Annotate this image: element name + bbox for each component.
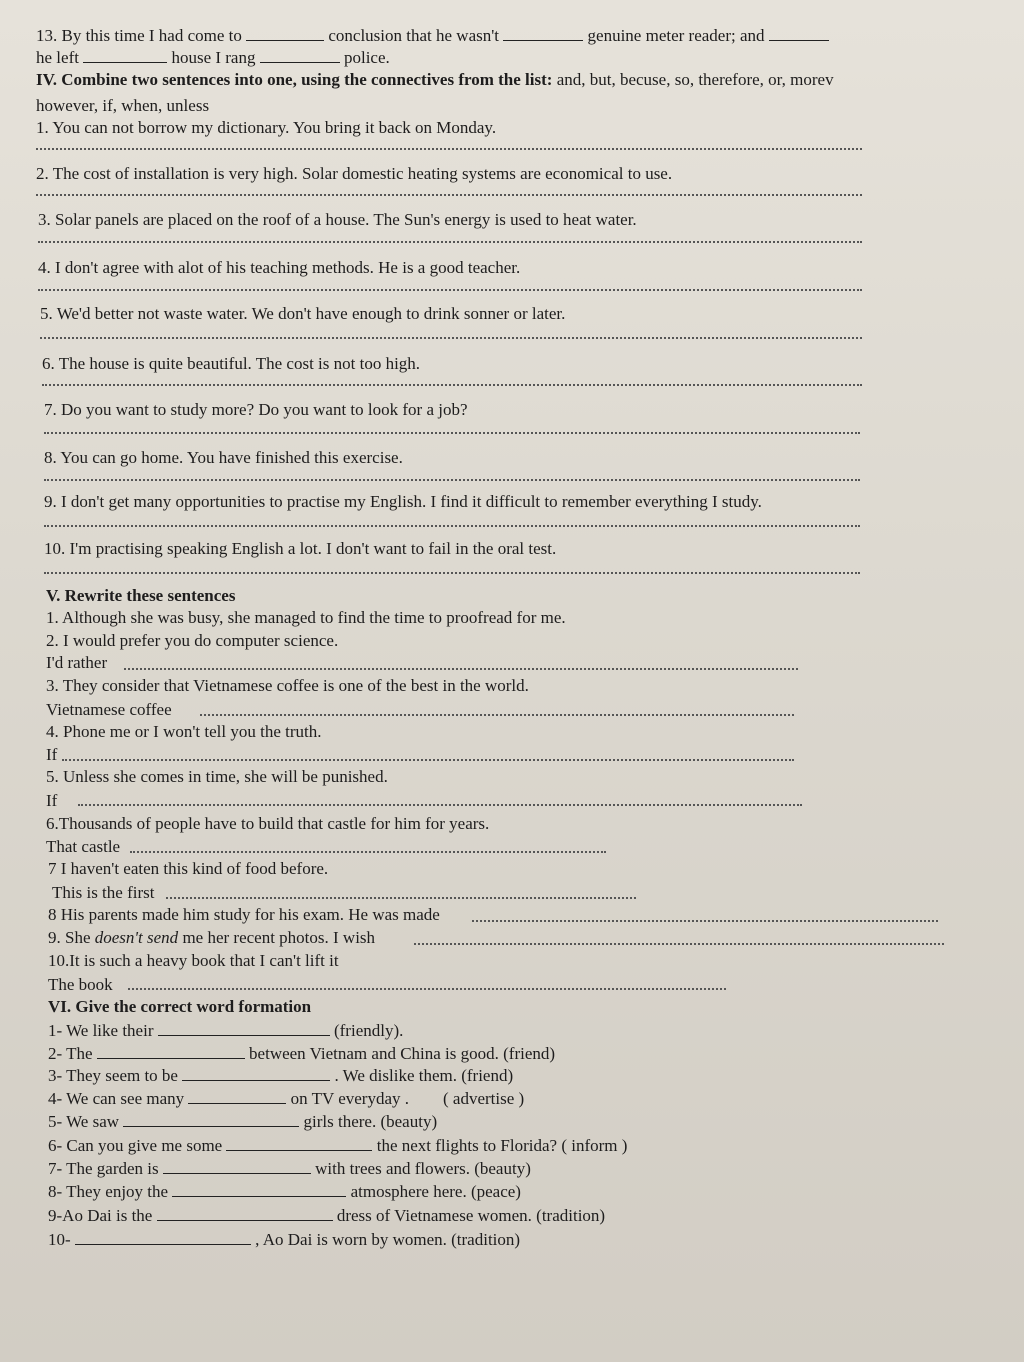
q13-text-f: police. <box>343 48 390 67</box>
section5-q3: 3. They consider that Vietnamese coffee is one of the best in the world. <box>46 676 529 695</box>
section6-item-10-b: , Ao Dai is worn by women. (tradition) <box>255 1230 521 1249</box>
section6-item-8 <box>48 1182 521 1202</box>
section6-blank-7 <box>163 1159 311 1174</box>
section6-item-10-a: 10- <box>48 1230 71 1249</box>
section4-connectives: and, but, becuse, so, therefore, or, morev <box>556 70 834 89</box>
section6-item-2 <box>48 1044 555 1064</box>
section4-heading <box>36 70 834 90</box>
section6-item-2-a: 2- The <box>48 1044 93 1063</box>
q13-text-e: house I rang <box>171 48 256 67</box>
section6-item-4-b: on TV everyday . ( advertise ) <box>290 1089 525 1108</box>
section4-item-3: 3. Solar panels are placed on the roof of a house. The Sun's energy is used to heat water. <box>38 210 637 229</box>
section6-blank-6 <box>226 1136 372 1151</box>
section4-item-2: 2. The cost of installation is very high. Solar domestic heating systems are economical to use. <box>36 164 673 183</box>
q13-blank-5 <box>260 48 340 63</box>
section4-item-6: 6. The house is quite beautiful. The cost is not too high. <box>42 354 421 373</box>
section4-item-10: 10. I'm practising speaking English a lot. I don't want to fail in the oral test. <box>44 539 557 558</box>
q13-blank-3 <box>769 26 829 41</box>
section6-item-9 <box>48 1206 605 1226</box>
section6-item-5-a: 5- We saw <box>48 1112 120 1131</box>
answer-line-v7 <box>166 897 636 899</box>
section5-q2: 2. I would prefer you do computer science. <box>46 631 339 650</box>
q13-line-1 <box>36 26 829 46</box>
section5-q9 <box>48 928 375 948</box>
q13-text-c: genuine meter reader; and <box>587 26 765 45</box>
section6-blank-8 <box>172 1182 346 1197</box>
section5-q10-prompt: The book <box>48 975 113 994</box>
section6-blank-9 <box>157 1206 333 1221</box>
section6-item-4 <box>48 1089 524 1109</box>
q13-line-2 <box>36 48 390 68</box>
section6-item-8-a: 8- They enjoy the <box>48 1182 169 1201</box>
section4-item-4: 4. I don't agree with alot of his teaching methods. He is a good teacher. <box>38 258 521 277</box>
section6-blank-4 <box>188 1089 286 1104</box>
section5-q5-prompt: If <box>46 791 58 810</box>
section5-q8: 8 His parents made him study for his exam. He was made <box>48 905 440 924</box>
section6-item-3 <box>48 1066 513 1086</box>
answer-line-v10 <box>128 988 726 990</box>
answer-line-v3 <box>200 714 794 716</box>
q13-text-d: he left <box>36 48 79 67</box>
answer-line-4 <box>38 289 862 291</box>
answer-line-v9 <box>414 943 944 945</box>
section6-blank-1 <box>158 1021 330 1036</box>
section6-item-1 <box>48 1021 403 1041</box>
section4-item-9: 9. I don't get many opportunities to practise my English. I find it difficult to remember everything I study. <box>44 492 762 511</box>
section6-item-6-a: 6- Can you give me some <box>48 1136 223 1155</box>
section5-q6-prompt: That castle <box>46 837 121 856</box>
section6-blank-5 <box>123 1112 299 1127</box>
section6-item-5 <box>48 1112 437 1132</box>
answer-line-v2 <box>124 668 798 670</box>
section6-item-3-a: 3- They seem to be <box>48 1066 178 1085</box>
section6-item-1-a: 1- We like their <box>48 1021 154 1040</box>
section6-item-3-b: . We dislike them. (friend) <box>334 1066 514 1085</box>
answer-line-6 <box>42 384 862 386</box>
section6-item-7-b: with trees and flowers. (beauty) <box>315 1159 531 1178</box>
answer-line-5 <box>40 337 862 339</box>
section5-q7-prompt: This is the first <box>52 883 155 902</box>
section5-q10: 10.It is such a heavy book that I can't lift it <box>48 951 339 970</box>
section6-item-6-b: the next flights to Florida? ( inform ) <box>376 1136 628 1155</box>
section6-item-9-b: dress of Vietnamese women. (tradition) <box>336 1206 606 1225</box>
section4-item-5: 5. We'd better not waste water. We don't have enough to drink sonner or later. <box>40 304 566 323</box>
q13-blank-2 <box>503 26 583 41</box>
section6-item-4-a: 4- We can see many <box>48 1089 185 1108</box>
section5-q1: 1. Although she was busy, she managed to find the time to proofread for me. <box>46 608 566 627</box>
q13-text-a: 13. By this time I had come to <box>36 26 242 45</box>
section6-blank-2 <box>97 1044 245 1059</box>
section5-q9-c: me her recent photos. I wish <box>182 928 376 947</box>
answer-line-9 <box>44 525 860 527</box>
answer-line-v5 <box>78 804 802 806</box>
section5-q4: 4. Phone me or I won't tell you the truth. <box>46 722 322 741</box>
section6-item-9-a: 9-Ao Dai is the <box>48 1206 153 1225</box>
section4-item-7: 7. Do you want to study more? Do you want to look for a job? <box>44 400 468 419</box>
section6-item-10 <box>48 1230 520 1250</box>
section5-q7: 7 I haven't eaten this kind of food before. <box>48 859 329 878</box>
answer-line-3 <box>38 241 862 243</box>
section5-q2-prompt: I'd rather <box>46 653 108 672</box>
section6-blank-3 <box>182 1066 330 1081</box>
answer-line-8 <box>44 479 860 481</box>
section6-item-7-a: 7- The garden is <box>48 1159 159 1178</box>
section5-q5: 5. Unless she comes in time, she will be punished. <box>46 767 388 786</box>
section4-heading-bold: IV. Combine two sentences into one, using the connectives from the list: <box>36 70 553 89</box>
section4-item-1: 1. You can not borrow my dictionary. You bring it back on Monday. <box>36 118 497 137</box>
section6-item-6 <box>48 1136 627 1156</box>
answer-line-v6 <box>130 851 606 853</box>
answer-line-v8 <box>472 920 938 922</box>
section6-item-5-b: girls there. (beauty) <box>303 1112 438 1131</box>
section5-q3-prompt: Vietnamese coffee <box>46 700 172 719</box>
q13-blank-4 <box>83 48 167 63</box>
answer-line-2 <box>36 194 862 196</box>
section6-item-2-b: between Vietnam and China is good. (friend) <box>249 1044 556 1063</box>
section6-item-8-b: atmosphere here. (peace) <box>350 1182 521 1201</box>
section4-item-8: 8. You can go home. You have finished this exercise. <box>44 448 403 467</box>
section5-q6: 6.Thousands of people have to build that castle for him for years. <box>46 814 490 833</box>
answer-line-10 <box>44 572 860 574</box>
section5-q9-italic: doesn't send <box>94 928 179 947</box>
section6-item-1-b: (friendly). <box>333 1021 404 1040</box>
section5-q9-a: 9. She <box>48 928 91 947</box>
q13-text-b: conclusion that he wasn't <box>328 26 500 45</box>
q13-blank-1 <box>246 26 324 41</box>
section6-item-7 <box>48 1159 531 1179</box>
section6-blank-10 <box>75 1230 251 1245</box>
section5-heading: V. Rewrite these sentences <box>46 586 236 605</box>
section4-connectives-cont: however, if, when, unless <box>36 96 210 115</box>
answer-line-1 <box>36 148 862 150</box>
answer-line-v4 <box>62 759 794 761</box>
section5-q4-prompt: If <box>46 745 58 764</box>
answer-line-7 <box>44 432 860 434</box>
section6-heading: VI. Give the correct word formation <box>48 997 312 1016</box>
